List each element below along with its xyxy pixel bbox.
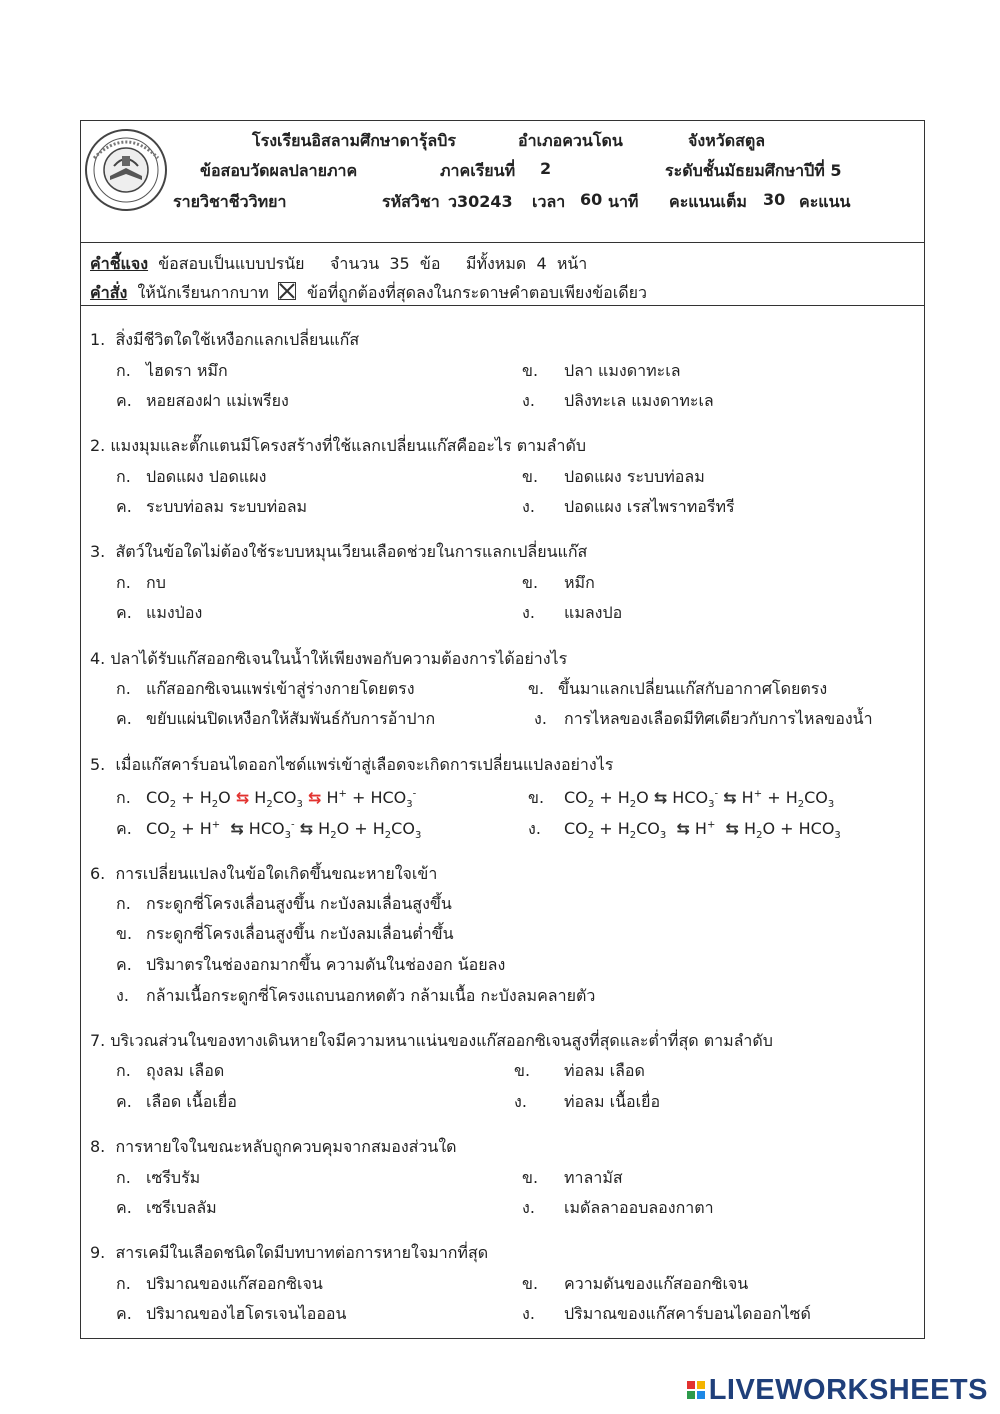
- option-7-b[interactable]: ข. ท่อลม เลือด: [514, 1061, 645, 1080]
- order-text-a: ให้นักเรียนกากบาท: [137, 283, 269, 302]
- semester-label: ภาคเรียนที่: [440, 161, 516, 180]
- equilibrium-arrow-icon: ⇆: [230, 819, 244, 838]
- order-label: คำสั่ง: [90, 283, 128, 302]
- option-8-d[interactable]: ง. เมดัลลาออบลองกาตา: [522, 1198, 714, 1217]
- question-6: 6. การเปลี่ยนแปลงในข้อใดเกิดขึ้นขณะหายใจเข้า: [90, 864, 438, 883]
- equilibrium-arrow-icon: ⇆: [653, 788, 668, 807]
- question-2: 2. แมงมุมและตั๊กแตนมีโครงสร้างที่ใช้แลกเปลี่ยนแก๊สคืออะไร ตามลำดับ: [90, 436, 586, 455]
- equilibrium-arrow-icon: ⇆: [725, 819, 739, 838]
- score-unit: คะแนน: [799, 192, 851, 211]
- question-9: 9. สารเคมีในเลือดชนิดใดมีบทบาทต่อการหายใจมากที่สุด: [90, 1243, 489, 1262]
- pages-label: มีทั้งหมด: [465, 254, 527, 273]
- question-7: 7. บริเวณส่วนในของทางเดินหายใจมีความหนาแน่นของแก๊สออกซิเจนสูงที่สุดและต่ำที่สุด ตามลำดับ: [90, 1031, 773, 1050]
- semester-value: 2: [540, 159, 552, 178]
- time-label: เวลา: [532, 192, 566, 211]
- option-4-b[interactable]: ข. ขึ้นมาแลกเปลี่ยนแก๊สกับอากาศโดยตรง: [528, 679, 828, 698]
- time-value: 60: [580, 190, 603, 209]
- option-1-a[interactable]: ก. ไฮดรา หมึก: [116, 361, 228, 380]
- count-value: 35: [389, 254, 410, 273]
- subject-code: ว30243: [448, 192, 513, 211]
- count-unit: ข้อ: [419, 254, 441, 273]
- question-3: 3. สัตว์ในข้อใดไม่ต้องใช้ระบบหมุนเวียนเลือดช่วยในการแลกเปลี่ยนแก๊ส: [90, 542, 588, 561]
- brand-text: LIVEWORKSHEETS: [708, 1373, 988, 1406]
- option-3-d[interactable]: ง. แมลงปอ: [522, 603, 623, 622]
- count-label: จำนวน: [329, 254, 380, 273]
- option-6-c[interactable]: ค. ปริมาตรในช่องอกมากขึ้น ความดันในช่องอก น้อยลง: [116, 955, 506, 974]
- option-3-a[interactable]: ก. กบ: [116, 573, 166, 592]
- equilibrium-arrow-icon: ⇆: [723, 788, 737, 807]
- score-label: คะแนนเต็ม: [669, 192, 747, 211]
- equilibrium-arrow-icon: ⇆: [299, 819, 314, 838]
- code-label: รหัสวิชา: [382, 192, 440, 211]
- option-5-b[interactable]: ข. $CO_2 + H_2O$ ⇆ $HCO_3^-$ ⇆ $H^+ + H_2CO_3$: [528, 788, 835, 811]
- option-5-a[interactable]: ก. $CO_2 + H_2O$ ⇆ $H_2CO_3$ ⇆ $H^+ + HCO_3^-$: [116, 788, 417, 811]
- option-3-c[interactable]: ค. แมงป่อง: [116, 603, 203, 622]
- option-7-a[interactable]: ก. ถุงลม เลือด: [116, 1061, 225, 1080]
- score-value: 30: [763, 190, 786, 209]
- exam-title: ข้อสอบวัดผลปลายภาค: [200, 161, 358, 180]
- option-9-b[interactable]: ข. ความดันของแก๊สออกซิเจน: [522, 1274, 749, 1293]
- option-2-c[interactable]: ค. ระบบท่อลม ระบบท่อลม: [116, 497, 308, 516]
- option-7-c[interactable]: ค. เลือด เนื้อเยื่อ: [116, 1092, 237, 1111]
- explain-text: ข้อสอบเป็นแบบปรนัย: [158, 254, 305, 273]
- option-6-a[interactable]: ก. กระดูกซี่โครงเลื่อนสูงขึ้น กะบังลมเลื่อนสูงขึ้น: [116, 894, 452, 913]
- option-8-a[interactable]: ก. เซรีบรัม: [116, 1168, 201, 1187]
- option-9-d[interactable]: ง. ปริมาณของแก๊สคาร์บอนไดออกไซด์: [522, 1304, 811, 1323]
- option-7-d[interactable]: ง. ท่อลม เนื้อเยื่อ: [514, 1092, 661, 1111]
- checkbox-x-icon: [278, 282, 296, 300]
- province: จังหวัดสตูล: [688, 131, 766, 150]
- header-divider: [80, 242, 925, 243]
- question-number: 1.: [90, 330, 106, 349]
- grade-level: ระดับชั้นมัธยมศึกษาปีที่ 5: [665, 161, 842, 180]
- pages-value: 4: [536, 254, 547, 273]
- equilibrium-arrow-icon: ⇆: [307, 788, 322, 807]
- equilibrium-arrow-icon: ⇆: [676, 819, 690, 838]
- school-name: โรงเรียนอิสลามศึกษาดารุ้ลบิร: [252, 131, 456, 150]
- option-2-a[interactable]: ก. ปอดแผง ปอดแผง: [116, 467, 267, 486]
- option-6-b[interactable]: ข. กระดูกซี่โครงเลื่อนสูงขึ้น กะบังลมเลื่อนต่ำขึ้น: [116, 924, 454, 943]
- option-2-d[interactable]: ง. ปอดแผง เรสไพราทอรีทรี: [522, 497, 735, 516]
- option-4-d[interactable]: ง. การไหลของเลือดมีทิศเดียวกับการไหลของน้ำ: [534, 709, 873, 728]
- liveworksheets-brand[interactable]: [687, 1373, 988, 1406]
- time-unit: นาที: [608, 192, 639, 211]
- subject-name: รายวิชาชีววิทยา: [173, 192, 287, 211]
- option-3-b[interactable]: ข. หมึก: [522, 573, 595, 592]
- option-4-a[interactable]: ก. แก๊สออกซิเจนแพร่เข้าสู่ร่างกายโดยตรง: [116, 679, 415, 698]
- option-2-b[interactable]: ข. ปอดแผง ระบบท่อลม: [522, 467, 705, 486]
- option-4-c[interactable]: ค. ขยับแผ่นปิดเหงือกให้สัมพันธ์กับการอ้าปาก: [116, 709, 436, 728]
- option-5-c[interactable]: ค. $CO_2 + H^+$ ⇆ $HCO_3^-$ ⇆ $H_2O + H_2CO_3$: [116, 819, 422, 842]
- school-seal-icon: [84, 128, 168, 212]
- liveworksheets-logo-icon: [687, 1381, 705, 1399]
- order-text-b: ข้อที่ถูกต้องที่สุดลงในกระดาษคำตอบเพียงข้อเดียว: [307, 283, 647, 302]
- option-1-c[interactable]: ค. หอยสองฝา แม่เพรียง: [116, 391, 289, 410]
- instruction-line-2: [90, 281, 647, 306]
- option-9-c[interactable]: ค. ปริมาณของไฮโดรเจนไอออน: [116, 1304, 347, 1323]
- question-4: 4. ปลาได้รับแก๊สออกซิเจนในน้ำให้เพียงพอกับความต้องการได้อย่างไร: [90, 649, 568, 668]
- question-1: [90, 328, 359, 353]
- option-6-d[interactable]: ง. กล้ามเนื้อกระดูกซี่โครงแถบนอกหดตัว กล้ามเนื้อ กะบังลมคลายตัว: [116, 986, 596, 1005]
- option-1-d[interactable]: ง. ปลิงทะเล แมงดาทะเล: [522, 391, 714, 410]
- option-1-b[interactable]: ข. ปลา แมงดาทะเล: [522, 361, 681, 380]
- explain-label: คำชี้แจง: [90, 254, 149, 273]
- option-5-d[interactable]: ง. $CO_2 + H_2CO_3$ ⇆ H+ ⇆ $H_2O + HCO_3$: [528, 819, 841, 842]
- pages-unit: หน้า: [556, 254, 588, 273]
- question-text: สิ่งมีชีวิตใดใช้เหงือกแลกเปลี่ยนแก๊ส: [115, 330, 360, 349]
- equilibrium-arrow-icon: ⇆: [235, 788, 250, 807]
- instruction-line-1: [90, 252, 587, 277]
- question-5: 5. เมื่อแก๊สคาร์บอนไดออกไซด์แพร่เข้าสู่เลือดจะเกิดการเปลี่ยนแปลงอย่างไร: [90, 755, 614, 774]
- district: อำเภอควนโดน: [518, 131, 623, 150]
- option-8-c[interactable]: ค. เซรีเบลลัม: [116, 1198, 217, 1217]
- question-8: 8. การหายใจในขณะหลับถูกควบคุมจากสมองส่วนใด: [90, 1137, 457, 1156]
- option-8-b[interactable]: ข. ทาลามัส: [522, 1168, 623, 1187]
- option-9-a[interactable]: ก. ปริมาณของแก๊สออกซิเจน: [116, 1274, 323, 1293]
